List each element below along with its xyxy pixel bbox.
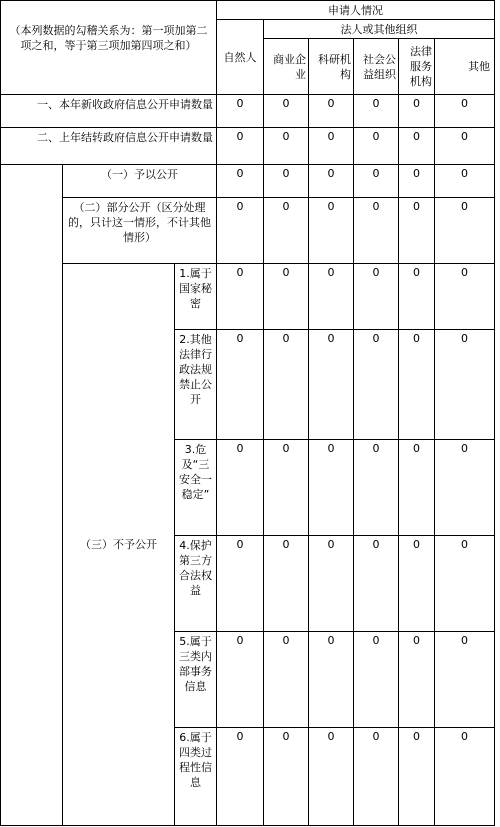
value-cell: 0 [217, 128, 264, 165]
table-row [1, 264, 495, 330]
group-label: （三）不予公开 [80, 538, 157, 551]
business-header [264, 39, 309, 95]
row-label: 一、本年新收政府信息公开申请数量 [1, 95, 217, 128]
value-cell: 0 [217, 264, 264, 330]
row-label: 3.危及“三安全一稳定” [175, 440, 217, 536]
value-cell: 0 [264, 264, 309, 330]
natural-person-label: 自然人 [223, 50, 257, 64]
value-cell: 0 [264, 198, 309, 264]
value-cell: 0 [399, 632, 435, 728]
value-cell: 0 [354, 165, 399, 198]
section-three-blank-cell [1, 165, 63, 826]
value-cell: 0 [354, 728, 399, 826]
row-label: 6.属于四类过程性信息 [175, 728, 217, 826]
legal-service-label: 法律服务机构 [410, 45, 432, 88]
table-row [1, 95, 495, 128]
value-cell: 0 [309, 536, 354, 632]
value-cell: 0 [354, 330, 399, 440]
value-cell: 0 [217, 330, 264, 440]
legal-service-header [399, 39, 435, 95]
row-label: （一）予以公开 [63, 165, 217, 198]
value-cell: 0 [217, 632, 264, 728]
group-label-cell [63, 264, 175, 826]
value-cell: 0 [217, 95, 264, 128]
social-welfare-header [354, 39, 399, 95]
value-cell: 0 [354, 264, 399, 330]
legal-org-label: 法人或其他组织 [340, 22, 418, 36]
row-label: 2.其他法律行政法规禁止公开 [175, 330, 217, 440]
value-cell: 0 [264, 330, 309, 440]
value-cell: 0 [354, 536, 399, 632]
value-cell: 0 [264, 165, 309, 198]
value-cell: 0 [264, 95, 309, 128]
value-cell: 0 [399, 165, 435, 198]
value-cell: 0 [435, 536, 495, 632]
value-cell: 0 [217, 165, 264, 198]
value-cell: 0 [399, 264, 435, 330]
row-label: （二）部分公开（区分处理的，只计这一情形，不计其他情形） [63, 198, 217, 264]
research-header [309, 39, 354, 95]
value-cell: 0 [354, 198, 399, 264]
value-cell: 0 [354, 632, 399, 728]
value-cell: 0 [435, 165, 495, 198]
value-cell: 0 [399, 128, 435, 165]
row-label: 二、上年结转政府信息公开申请数量 [1, 128, 217, 165]
legal-org-header [264, 20, 495, 39]
value-cell: 0 [354, 95, 399, 128]
value-cell: 0 [264, 632, 309, 728]
value-cell: 0 [435, 330, 495, 440]
value-cell: 0 [217, 198, 264, 264]
value-cell: 0 [435, 128, 495, 165]
value-cell: 0 [435, 264, 495, 330]
value-cell: 0 [217, 440, 264, 536]
value-cell: 0 [264, 728, 309, 826]
row-label: 1.属于国家秘密 [175, 264, 217, 330]
value-cell: 0 [217, 536, 264, 632]
value-cell: 0 [354, 440, 399, 536]
row-label: 5.属于三类内部事务信息 [175, 632, 217, 728]
value-cell: 0 [399, 536, 435, 632]
research-label: 科研机构 [318, 52, 351, 81]
corner-note: （本列数据的勾稽关系为：第一项加第二项之和，等于第三项加第四项之和） [9, 24, 208, 52]
value-cell: 0 [399, 198, 435, 264]
value-cell: 0 [354, 128, 399, 165]
value-cell: 0 [399, 440, 435, 536]
value-cell: 0 [309, 632, 354, 728]
value-cell: 0 [309, 165, 354, 198]
value-cell: 0 [399, 330, 435, 440]
value-cell: 0 [264, 440, 309, 536]
row-label: 4.保护第三方合法权益 [175, 536, 217, 632]
table-row [1, 165, 495, 198]
natural-person-header [217, 20, 264, 95]
value-cell: 0 [399, 95, 435, 128]
value-cell: 0 [435, 198, 495, 264]
value-cell: 0 [309, 330, 354, 440]
business-label: 商业企业 [273, 52, 306, 81]
value-cell: 0 [435, 728, 495, 826]
value-cell: 0 [217, 728, 264, 826]
corner-note-cell [1, 1, 217, 95]
other-label: 其他 [468, 60, 491, 73]
value-cell: 0 [309, 95, 354, 128]
social-welfare-label: 社会公益组织 [363, 52, 396, 81]
other-header [435, 39, 495, 95]
value-cell: 0 [264, 536, 309, 632]
value-cell: 0 [309, 264, 354, 330]
value-cell: 0 [309, 440, 354, 536]
value-cell: 0 [435, 440, 495, 536]
value-cell: 0 [309, 198, 354, 264]
value-cell: 0 [435, 95, 495, 128]
table-row [1, 128, 495, 165]
applicant-info-label: 申请人情况 [328, 3, 384, 17]
value-cell: 0 [264, 128, 309, 165]
value-cell: 0 [309, 128, 354, 165]
table-row [1, 198, 495, 264]
value-cell: 0 [435, 632, 495, 728]
value-cell: 0 [399, 728, 435, 826]
value-cell: 0 [309, 728, 354, 826]
applicant-info-header [217, 1, 495, 20]
